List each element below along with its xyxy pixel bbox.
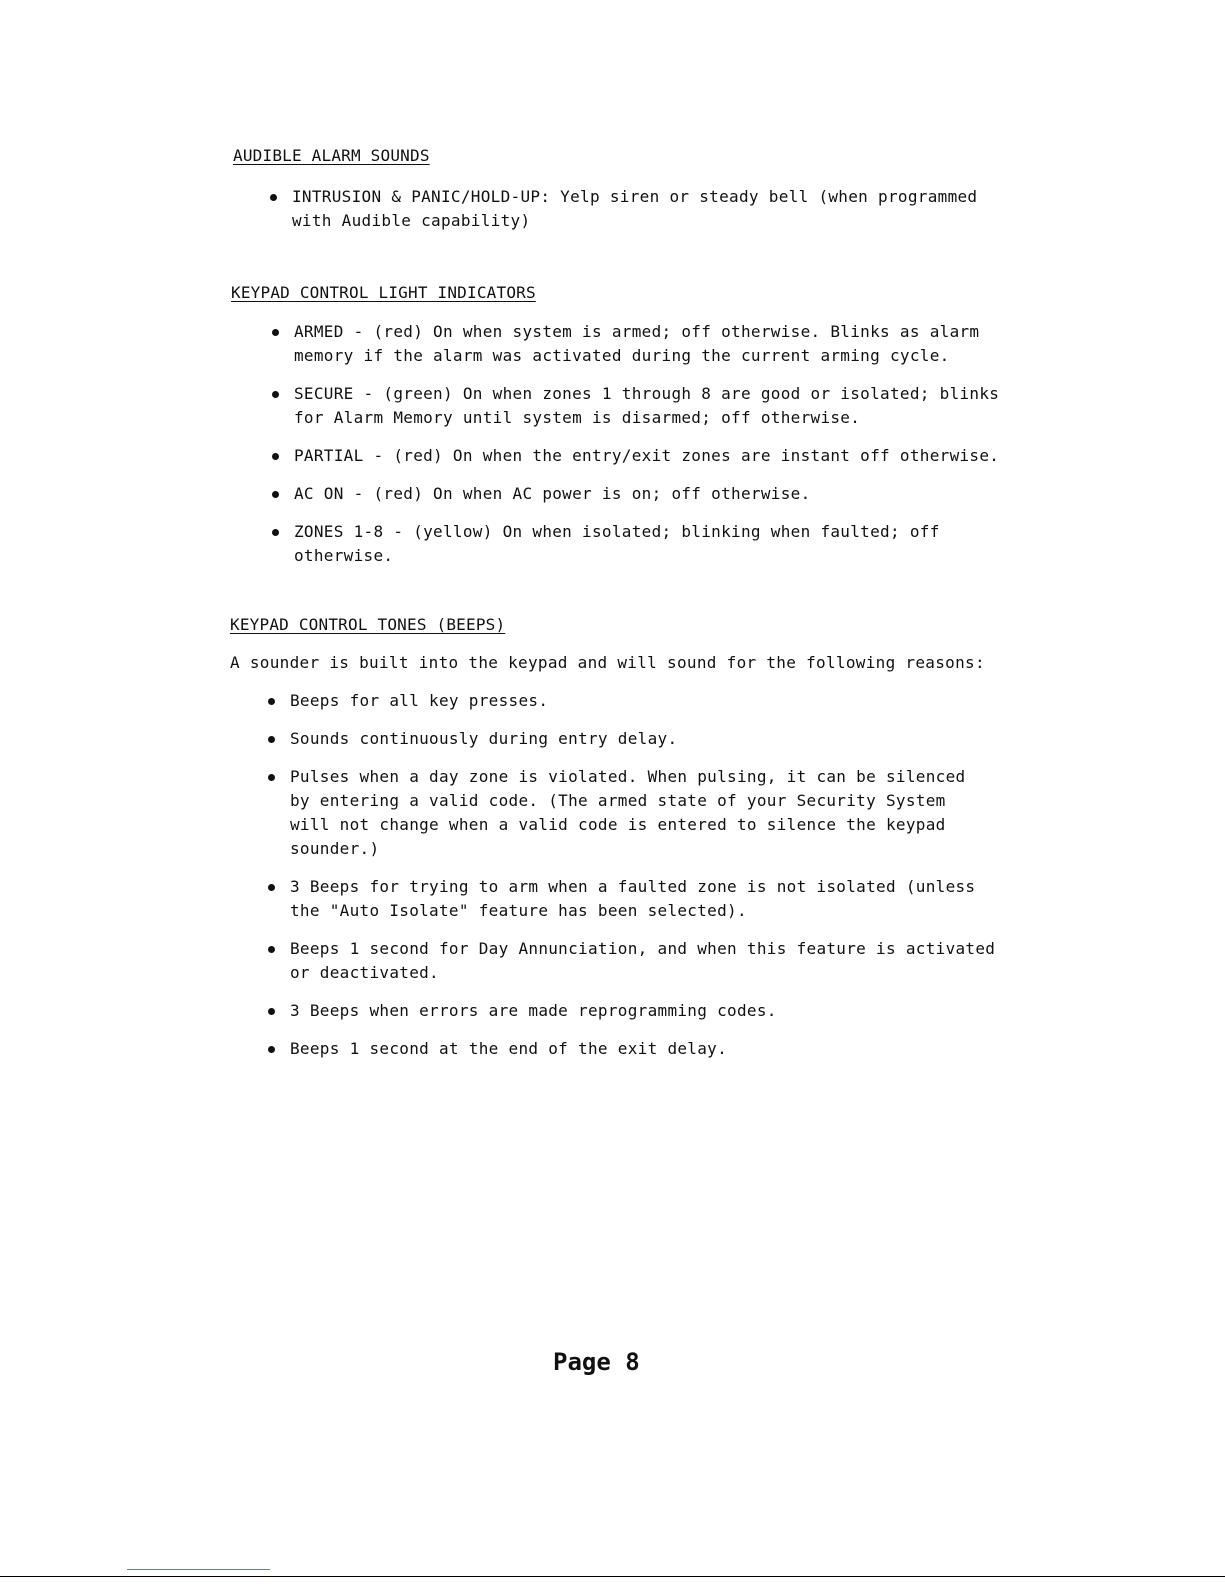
list-item [272, 382, 999, 430]
bullet-icon [272, 391, 279, 398]
list-item [272, 320, 999, 368]
list-item-line: Beeps for all key presses. [290, 691, 549, 710]
list-item-line: 3 Beeps for trying to arm when a faulted zone is not isolated (unless [290, 877, 976, 896]
tones-intro: A sounder is built into the keypad and will sound for the following reasons: [230, 653, 985, 672]
list-item-line: or deactivated. [290, 963, 439, 982]
list-item-line: for Alarm Memory until system is disarmed; off otherwise. [294, 408, 861, 427]
list-item-line: otherwise. [294, 546, 394, 565]
list-item-line: memory if the alarm was activated during the current arming cycle. [294, 346, 950, 365]
list-item-line: Beeps 1 second at the end of the exit delay. [290, 1039, 728, 1058]
list-item [268, 727, 995, 751]
list-item-line: with Audible capability) [292, 211, 531, 230]
list-item-line: Beeps 1 second for Day Annunciation, and when this feature is activated [290, 939, 996, 958]
audible-list [270, 185, 977, 247]
footer-rule [0, 1576, 1225, 1577]
list-item-line: PARTIAL - (red) On when the entry/exit zones are instant off otherwise. [294, 446, 1000, 465]
list-item-line: Pulses when a day zone is violated. When pulsing, it can be silenced [290, 767, 966, 786]
list-item [272, 520, 999, 568]
bullet-icon [272, 491, 279, 498]
bullet-icon [272, 329, 279, 336]
list-item [272, 444, 999, 468]
list-item-line: SECURE - (green) On when zones 1 through 8 are good or isolated; blinks [294, 384, 1000, 403]
list-item-line: 3 Beeps when errors are made reprogramming codes. [290, 1001, 777, 1020]
footer-link-underline [127, 1569, 270, 1570]
list-item-line: sounder.) [290, 839, 380, 858]
list-item [268, 689, 995, 713]
bullet-icon [268, 884, 275, 891]
section-heading-lights: KEYPAD CONTROL LIGHT INDICATORS [231, 283, 536, 302]
list-item-line: by entering a valid code. (The armed state of your Security System [290, 791, 946, 810]
lights-list [272, 320, 999, 582]
bullet-icon [272, 453, 279, 460]
tones-list [268, 689, 995, 1075]
bullet-icon [268, 736, 275, 743]
list-item [272, 482, 999, 506]
list-item [268, 937, 995, 985]
bullet-icon [268, 1046, 275, 1053]
page-number: Page 8 [553, 1348, 640, 1376]
list-item [268, 1037, 995, 1061]
section-heading-tones: KEYPAD CONTROL TONES (BEEPS) [230, 615, 506, 634]
list-item [268, 765, 995, 861]
bullet-icon [268, 774, 275, 781]
bullet-icon [270, 194, 277, 201]
list-item-line: INTRUSION & PANIC/HOLD-UP: Yelp siren or steady bell (when programmed [292, 187, 978, 206]
list-item-line: will not change when a valid code is entered to silence the keypad [290, 815, 946, 834]
list-item [268, 875, 995, 923]
bullet-icon [272, 529, 279, 536]
list-item [268, 999, 995, 1023]
list-item-line: Sounds continuously during entry delay. [290, 729, 678, 748]
bullet-icon [268, 946, 275, 953]
list-item [270, 185, 977, 233]
bullet-icon [268, 698, 275, 705]
list-item-line: ZONES 1-8 - (yellow) On when isolated; blinking when faulted; off [294, 522, 940, 541]
bullet-icon [268, 1008, 275, 1015]
list-item-line: ARMED - (red) On when system is armed; off otherwise. Blinks as alarm [294, 322, 980, 341]
list-item-line: AC ON - (red) On when AC power is on; off otherwise. [294, 484, 811, 503]
section-heading-audible: AUDIBLE ALARM SOUNDS [233, 146, 430, 165]
list-item-line: the "Auto Isolate" feature has been selected). [290, 901, 747, 920]
